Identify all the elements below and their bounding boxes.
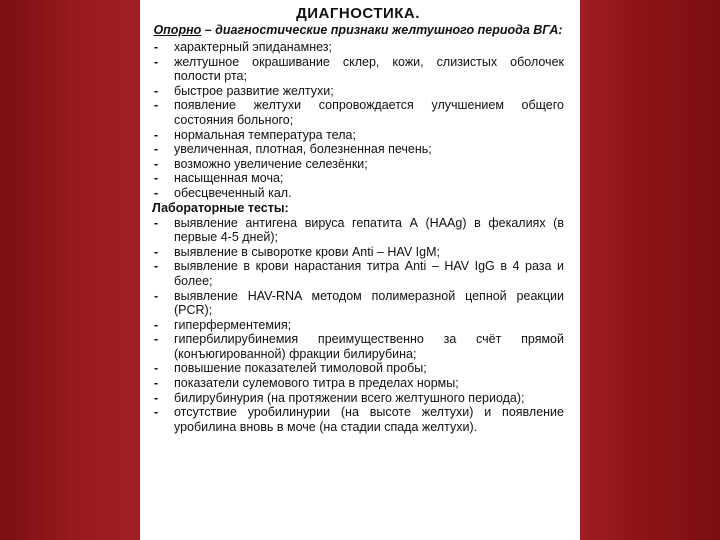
list-item-text: быстрое развитие желтухи; bbox=[174, 83, 334, 98]
bullet-dash: - bbox=[154, 142, 159, 157]
list-item-text: появление желтухи сопровождается улучшением общего состояния больного; bbox=[174, 98, 564, 127]
list-item-text: возможно увеличение селезёнки; bbox=[174, 156, 368, 171]
list-item bbox=[152, 128, 564, 143]
bullet-dash: - bbox=[154, 171, 159, 186]
list-item-text: билирубинурия (на протяжении всего желтушного периода); bbox=[174, 390, 525, 405]
list-item bbox=[152, 245, 564, 260]
list-item-text: выявление в сыворотке крови Anti – HAV IgM; bbox=[174, 244, 440, 259]
bullet-dash: - bbox=[154, 83, 159, 98]
list-item bbox=[152, 391, 564, 406]
subtitle-lead: Опорно bbox=[153, 23, 202, 37]
list-item-text: увеличенная, плотная, болезненная печень; bbox=[174, 142, 432, 157]
list-item bbox=[152, 84, 564, 99]
list-item-text: показатели сулемового титра в пределах нормы; bbox=[174, 376, 459, 391]
list-item bbox=[152, 40, 564, 55]
list-item bbox=[152, 289, 564, 318]
list-item bbox=[152, 55, 564, 84]
bullet-dash: - bbox=[154, 376, 159, 391]
bullet-dash: - bbox=[154, 244, 159, 259]
list-item bbox=[152, 259, 564, 288]
bullet-dash: - bbox=[154, 317, 159, 332]
list-item-text: отсутствие уробилинурии (на высоте желтухи) и появление уробилина вновь в моче (на стадии спада желтухи). bbox=[174, 405, 564, 434]
list-item-text: насыщенная моча; bbox=[174, 171, 284, 186]
bullet-dash: - bbox=[154, 405, 159, 420]
bullet-dash: - bbox=[154, 332, 159, 347]
bullet-dash: - bbox=[154, 259, 159, 274]
list-item-text: характерный эпиданамнез; bbox=[174, 40, 333, 54]
list-item bbox=[152, 332, 564, 361]
list-item bbox=[152, 216, 564, 245]
list-item-text: нормальная температура тела; bbox=[174, 127, 356, 142]
list-item-text: желтушное окрашивание склер, кожи, слизистых оболочек полости рта; bbox=[174, 54, 564, 84]
slide-background-left bbox=[0, 0, 140, 540]
list-item bbox=[152, 318, 564, 333]
list-item bbox=[152, 171, 564, 186]
list-item-text: гиперферментемия; bbox=[174, 317, 292, 332]
page-title: ДИАГНОСТИКА. bbox=[296, 5, 420, 22]
slide-background-right bbox=[580, 0, 720, 540]
clinical-signs-list bbox=[152, 40, 564, 201]
list-item-text: гипербилирубинемия преимущественно за счёт прямой (конъюгированной) фракции билирубина; bbox=[174, 332, 564, 361]
list-item bbox=[152, 157, 564, 172]
list-item-text: выявление антигена вируса гепатита А (HAAg) в фекалиях (в первые 4-5 дней); bbox=[174, 215, 564, 245]
list-item bbox=[152, 361, 564, 376]
bullet-dash: - bbox=[154, 185, 159, 200]
list-item-text: выявление HAV-RNA методом полимеразной цепной реакции (PCR); bbox=[174, 288, 564, 318]
list-item-text: обесцвеченный кал. bbox=[174, 185, 292, 200]
bullet-dash: - bbox=[154, 98, 159, 113]
bullet-dash: - bbox=[154, 127, 159, 142]
list-item bbox=[152, 405, 564, 434]
bullet-dash: - bbox=[154, 54, 159, 69]
document-page bbox=[140, 0, 580, 540]
subtitle bbox=[152, 23, 564, 38]
bullet-dash: - bbox=[154, 40, 159, 54]
list-item bbox=[152, 142, 564, 157]
subtitle-rest: – диагностические признаки желтушного периода ВГА: bbox=[201, 23, 563, 37]
bullet-dash: - bbox=[154, 361, 159, 376]
bullet-dash: - bbox=[154, 156, 159, 171]
lab-tests-list bbox=[152, 216, 564, 435]
list-item bbox=[152, 98, 564, 127]
list-item-text: выявление в крови нарастания титра Anti – HAV IgG в 4 раза и более; bbox=[174, 259, 564, 288]
section-heading-lab-tests: Лабораторные тесты: bbox=[152, 200, 289, 215]
bullet-dash: - bbox=[154, 390, 159, 405]
list-item bbox=[152, 376, 564, 391]
list-item-text: повышение показателей тимоловой пробы; bbox=[174, 361, 427, 376]
bullet-dash: - bbox=[154, 215, 159, 230]
list-item bbox=[152, 186, 564, 201]
bullet-dash: - bbox=[154, 288, 159, 303]
